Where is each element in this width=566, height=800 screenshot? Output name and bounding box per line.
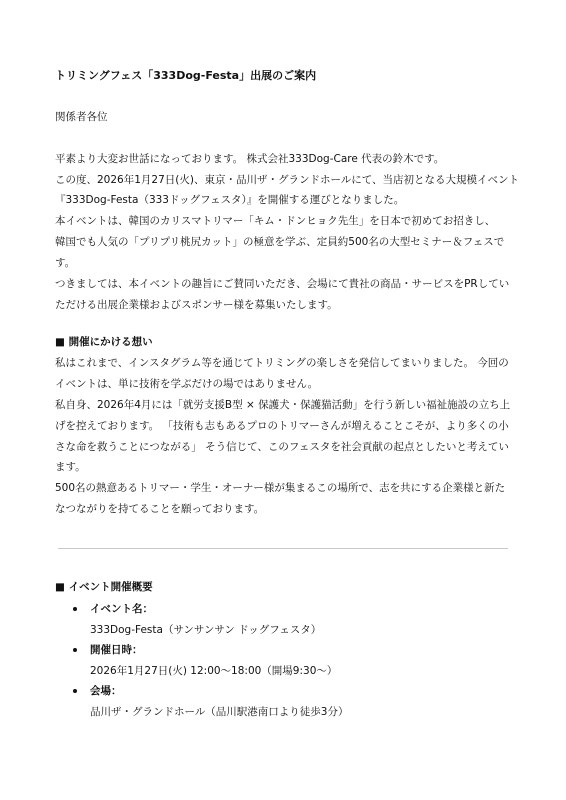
purpose-line: げを控えております。 「技術も志もあるプロのトリマーさんが増えることこそが、より多くの小 xyxy=(55,420,509,432)
intro-line: この度、2026年1月27日(火)、東京・品川ザ・グランドホールにて、当店初となる大規模イベント xyxy=(55,174,520,186)
purpose-line: 500名の熱意あるトリマー・学生・オーナー様が集まるこの場所で、志を共にする企業様と新た xyxy=(55,482,506,494)
purpose-line: イベントは、単に技術を学ぶだけの場ではありません。 xyxy=(55,378,319,390)
greeting: 関係者各位 xyxy=(55,111,108,123)
section-heading-purpose: ■ 開催にかける想い xyxy=(55,336,153,348)
intro-line: す。 xyxy=(55,257,76,269)
overview-value: 333Dog-Festa（サンサンサン ドッグフェスタ） xyxy=(90,624,322,636)
purpose-line: なつながりを持てることを願っております。 xyxy=(55,503,265,515)
intro-line: 本イベントは、韓国のカリスマトリマー「キム・ドンヒョク先生」を日本で初めてお招きし、 xyxy=(55,215,496,227)
intro-line: つきましては、本イベントの趣旨にご賛同いただき、会場にて貴社の商品・サービスをPRしてい xyxy=(55,278,510,290)
intro-line: ただける出展企業様およびスポンサー様を募集いたします。 xyxy=(55,299,338,311)
intro-line: 『333Dog-Festa（333ドッグフェスタ）』を開催する運びとなりました。 xyxy=(55,194,405,206)
purpose-line: さな命を救うことにつながる」 そう信じて、このフェスタを社会貢献の起点としたいと考えてい xyxy=(55,441,509,453)
overview-value: 2026年1月27日(火) 12:00〜18:00（開場9:30〜） xyxy=(90,665,338,677)
intro-line: 平素より大変お世話になっております。 株式会社333Dog-Care 代表の鈴木です。 xyxy=(55,153,445,165)
overview-label: イベント名： xyxy=(90,603,153,615)
purpose-line: 私自身、2026年4月には「就労支援B型 × 保護犬・保護猫活動」を行う新しい福祉施設の立ち上 xyxy=(55,399,511,411)
bullet-icon xyxy=(73,648,77,652)
overview-value: 品川ザ・グランドホール（品川駅港南口より徒歩3分） xyxy=(90,706,349,718)
bullet-icon xyxy=(73,689,77,693)
section-divider xyxy=(58,548,508,549)
purpose-line: ます。 xyxy=(55,461,86,473)
bullet-icon xyxy=(73,607,77,611)
document-title: トリミングフェス「333Dog-Festa」出展のご案内 xyxy=(55,69,317,82)
overview-label: 開催日時： xyxy=(90,644,143,656)
overview-label: 会場： xyxy=(90,685,122,697)
intro-line: 韓国でも人気の「プリプリ桃尻カット」の極意を学ぶ、定員約500名の大型セミナー＆フェスで xyxy=(55,236,505,248)
purpose-line: 私はこれまで、インスタグラム等を通じてトリミングの楽しさを発信してまいりました。 今回の xyxy=(55,357,509,369)
section-heading-overview: ■ イベント開催概要 xyxy=(55,581,153,593)
